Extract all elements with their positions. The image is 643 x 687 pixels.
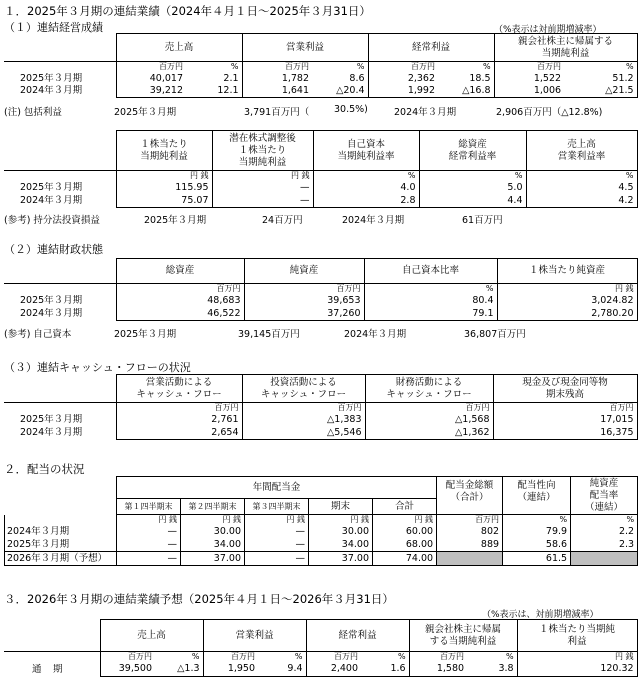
row-label: 2025年３月期 (4, 414, 116, 427)
header-net-income: 親会社株主に帰属する 当期純利益 (494, 34, 637, 62)
cell: — (117, 539, 181, 552)
header-payout-ratio: 配当性向 （連結） (503, 477, 571, 515)
unit: 円 銭 (117, 515, 181, 526)
header-q1: 第１四半期末 (117, 499, 181, 515)
header-equity-ratio: 自己資本比率 (364, 259, 497, 284)
cell: 60.00 (373, 526, 437, 539)
cell: 51.2 (564, 73, 637, 85)
header-investing-cf: 投資活動による キャッシュ・フロー (242, 375, 365, 403)
header-op-margin: 売上高 営業利益率 (526, 131, 637, 171)
unit: 百万円 (409, 652, 467, 663)
comprehensive-income-period2: 2024年３月期 (394, 107, 457, 118)
cell: 1,006 (494, 85, 564, 98)
header-net-assets: 純資産 (244, 259, 364, 284)
comprehensive-income-rate1: 30.5%) (334, 104, 368, 115)
unit: 円 銭 (309, 515, 373, 526)
cell: 2,362 (368, 73, 438, 85)
header-total-dividend: 配当金総額 （合計） (437, 477, 503, 515)
cell: 3,024.82 (497, 295, 637, 308)
comprehensive-income-value2: 2,906百万円（△12.8%) (496, 107, 603, 118)
row-label: 2025年３月期 (4, 295, 116, 308)
unit: % (571, 515, 638, 526)
cell: 79.9 (503, 526, 571, 539)
financial-position-table (4, 258, 638, 321)
header-net-sales: 売上高 (100, 620, 203, 652)
unit: 百万円 (306, 652, 361, 663)
cell: 2,780.20 (497, 308, 637, 321)
equity-label: (参考) 自己資本 (4, 329, 72, 340)
equity-method-period2: 2024年３月期 (342, 215, 405, 226)
cell: 120.32 (517, 663, 637, 677)
header-eps: １株当たり当期純 利益 (517, 620, 637, 652)
equity-value1: 39,145百万円 (238, 329, 300, 340)
cell: — (245, 539, 309, 552)
cell: 1,950 (203, 663, 258, 677)
section3-note: （%表示は、対前期増減率） (482, 610, 599, 620)
unit: 円 銭 (373, 515, 437, 526)
cell: — (212, 182, 313, 195)
header-total-assets: 総資産 (116, 259, 244, 284)
cell: — (212, 195, 313, 208)
cell: 37,260 (244, 308, 364, 321)
unit-row-label (4, 284, 116, 295)
unit: % (312, 62, 368, 73)
equity-period2: 2024年３月期 (344, 329, 407, 340)
cell: 4.4 (419, 195, 526, 208)
section1-sub3-title: （３）連結キャッシュ・フローの状況 (4, 361, 191, 374)
header-ordinary-profit: 経常利益 (368, 34, 494, 62)
section1-sub2-title: （２）連結財政状態 (4, 243, 103, 256)
equity-method-value2: 61百万円 (462, 215, 503, 226)
cell: 16,375 (493, 427, 637, 440)
cell: 39,500 (100, 663, 155, 677)
equity-method-value1: 24百万円 (262, 215, 303, 226)
cell: 2.2 (571, 526, 638, 539)
header-blank (4, 259, 116, 284)
header-blank (4, 34, 116, 62)
cell: 61.5 (503, 552, 571, 566)
cell: △5,546 (242, 427, 365, 440)
unit: 円 銭 (517, 652, 637, 663)
cell: 37.00 (181, 552, 245, 566)
cell: 2.1 (186, 73, 242, 85)
cell: 46,522 (116, 308, 244, 321)
cell: — (245, 526, 309, 539)
cell: 2,761 (116, 414, 242, 427)
unit: 百万円 (242, 403, 365, 414)
unit: 百万円 (242, 62, 312, 73)
cell: △1,362 (365, 427, 493, 440)
cell: 1,641 (242, 85, 312, 98)
cell: 39,653 (244, 295, 364, 308)
cell: 17,015 (493, 414, 637, 427)
unit: 百万円 (203, 652, 258, 663)
header-operating-profit: 営業利益 (242, 34, 368, 62)
row-label: 2025年３月期 (5, 539, 117, 552)
unit: % (503, 515, 571, 526)
cash-flow-table (4, 374, 638, 440)
unit: 円 銭 (116, 171, 212, 182)
header-roa: 総資産 経常利益率 (419, 131, 526, 171)
unit: % (438, 62, 494, 73)
section1-sub1-title: （１）連結経営成績 (4, 21, 103, 34)
cell: 30.00 (181, 526, 245, 539)
cell: — (245, 552, 309, 566)
unit: 百万円 (437, 515, 503, 526)
unit: 百万円 (116, 62, 186, 73)
header-q3: 第３四半期末 (245, 499, 309, 515)
section1-sub1-note: （%表示は対前期増減率） (494, 25, 602, 35)
cell: — (117, 526, 181, 539)
unit: 百万円 (493, 403, 637, 414)
header-diluted-eps: 潜在株式調整後 １株当たり 当期純利益 (212, 131, 313, 171)
cell: 34.00 (309, 539, 373, 552)
cell: 30.00 (309, 526, 373, 539)
cell: 74.00 (373, 552, 437, 566)
cell: 9.4 (258, 663, 306, 677)
cell: 37.00 (309, 552, 373, 566)
unit-row-label (5, 515, 117, 526)
unit: % (526, 171, 637, 182)
unit-row-label (4, 652, 100, 663)
unit: % (186, 62, 242, 73)
cell: 1,992 (368, 85, 438, 98)
header-net-sales: 売上高 (116, 34, 242, 62)
cell: △16.8 (438, 85, 494, 98)
unit: % (258, 652, 306, 663)
unit-row-label (4, 403, 116, 414)
cell: 3.8 (467, 663, 517, 677)
equity-value2: 36,807百万円 (464, 329, 526, 340)
cell-greyed (437, 552, 503, 566)
unit: 百万円 (100, 652, 155, 663)
unit: 百万円 (116, 284, 244, 295)
cell: 34.00 (181, 539, 245, 552)
cell: 1,580 (409, 663, 467, 677)
cell: 79.1 (364, 308, 497, 321)
row-label: 2024年３月期 (4, 427, 116, 440)
cell: 39,212 (116, 85, 186, 98)
dividends-table (4, 476, 638, 566)
cell: 68.00 (373, 539, 437, 552)
cell: △1.3 (155, 663, 203, 677)
cell-greyed (571, 552, 638, 566)
header-operating-cf: 営業活動による キャッシュ・フロー (116, 375, 242, 403)
header-bps: １株当たり純資産 (497, 259, 637, 284)
cell: 802 (437, 526, 503, 539)
cell: 2.8 (313, 195, 419, 208)
header-blank (4, 131, 116, 171)
unit: 百万円 (116, 403, 242, 414)
cell: 2,654 (116, 427, 242, 440)
section2-title: ２．配当の状況 (4, 462, 85, 476)
cell: △1,568 (365, 414, 493, 427)
unit: % (361, 652, 409, 663)
cell: 4.2 (526, 195, 637, 208)
cell: — (117, 552, 181, 566)
header-net-income: 親会社株主に帰属 する当期純利益 (409, 620, 517, 652)
cell: 40,017 (116, 73, 186, 85)
unit: 百万円 (365, 403, 493, 414)
header-operating-profit: 営業利益 (203, 620, 306, 652)
unit: % (419, 171, 526, 182)
cell: 12.1 (186, 85, 242, 98)
comprehensive-income-value1: 3,791百万円（ (244, 107, 310, 118)
cell: △1,383 (242, 414, 365, 427)
header-annual-dividend: 年間配当金 (117, 477, 437, 499)
header-blank (4, 375, 116, 403)
row-label: 2024年３月期 (4, 308, 116, 321)
header-total: 合計 (373, 499, 437, 515)
unit: % (467, 652, 517, 663)
equity-method-label: (参考) 持分法投資損益 (4, 215, 100, 226)
row-label: 2024年３月期 (4, 195, 116, 208)
header-year-end: 期末 (309, 499, 373, 515)
cell: 889 (437, 539, 503, 552)
cell: △21.5 (564, 85, 637, 98)
equity-method-period1: 2025年３月期 (144, 215, 207, 226)
cell: 58.6 (503, 539, 571, 552)
cell: 18.5 (438, 73, 494, 85)
unit: 円 銭 (181, 515, 245, 526)
row-label: 2025年３月期 (4, 182, 116, 195)
header-blank (5, 477, 117, 515)
unit: 円 銭 (497, 284, 637, 295)
header-roe: 自己資本 当期純利益率 (313, 131, 419, 171)
cell: 1,782 (242, 73, 312, 85)
cell: 1.6 (361, 663, 409, 677)
unit-row-label (4, 62, 116, 73)
unit: % (364, 284, 497, 295)
comprehensive-income-label: (注) 包括利益 (4, 107, 62, 118)
row-label: 2025年３月期 (4, 73, 116, 85)
section1-title: １．2025年３月期の連結業績（2024年４月１日～2025年３月31日） (4, 4, 371, 18)
cell: 80.4 (364, 295, 497, 308)
cell: 2.3 (571, 539, 638, 552)
header-blank (4, 620, 100, 652)
cell: 75.07 (116, 195, 212, 208)
header-financing-cf: 財務活動による キャッシュ・フロー (365, 375, 493, 403)
cell: 4.5 (526, 182, 637, 195)
row-label: 2024年３月期 (5, 526, 117, 539)
unit: 円 銭 (212, 171, 313, 182)
cell: 2,400 (306, 663, 361, 677)
unit: % (313, 171, 419, 182)
row-label: 2026年３月期（予想） (5, 552, 117, 566)
unit: 百万円 (494, 62, 564, 73)
cell: 8.6 (312, 73, 368, 85)
unit: 円 銭 (245, 515, 309, 526)
cell: 5.0 (419, 182, 526, 195)
header-eps: １株当たり 当期純利益 (116, 131, 212, 171)
header-q2: 第２四半期末 (181, 499, 245, 515)
header-ordinary-profit: 経常利益 (306, 620, 409, 652)
per-share-table (4, 130, 638, 208)
unit-row-label (4, 171, 116, 182)
header-cash-balance: 現金及び現金同等物 期末残高 (493, 375, 637, 403)
section3-title: ３．2026年３月期の連結業績予想（2025年４月１日～2026年３月31日） (4, 592, 394, 606)
cell: 1,522 (494, 73, 564, 85)
cell: △20.4 (312, 85, 368, 98)
unit: 百万円 (244, 284, 364, 295)
equity-period1: 2025年３月期 (114, 329, 177, 340)
unit: % (155, 652, 203, 663)
row-label: 2024年３月期 (4, 85, 116, 98)
unit: 百万円 (368, 62, 438, 73)
header-dividend-on-equity: 純資産 配当率 （連結） (571, 477, 638, 515)
comprehensive-income-period1: 2025年３月期 (114, 107, 177, 118)
row-label: 通 期 (4, 663, 100, 677)
cell: 4.0 (313, 182, 419, 195)
forecast-table (4, 619, 638, 677)
cell: 115.95 (116, 182, 212, 195)
cell: 48,683 (116, 295, 244, 308)
unit: % (564, 62, 637, 73)
operating-results-table (4, 33, 638, 98)
